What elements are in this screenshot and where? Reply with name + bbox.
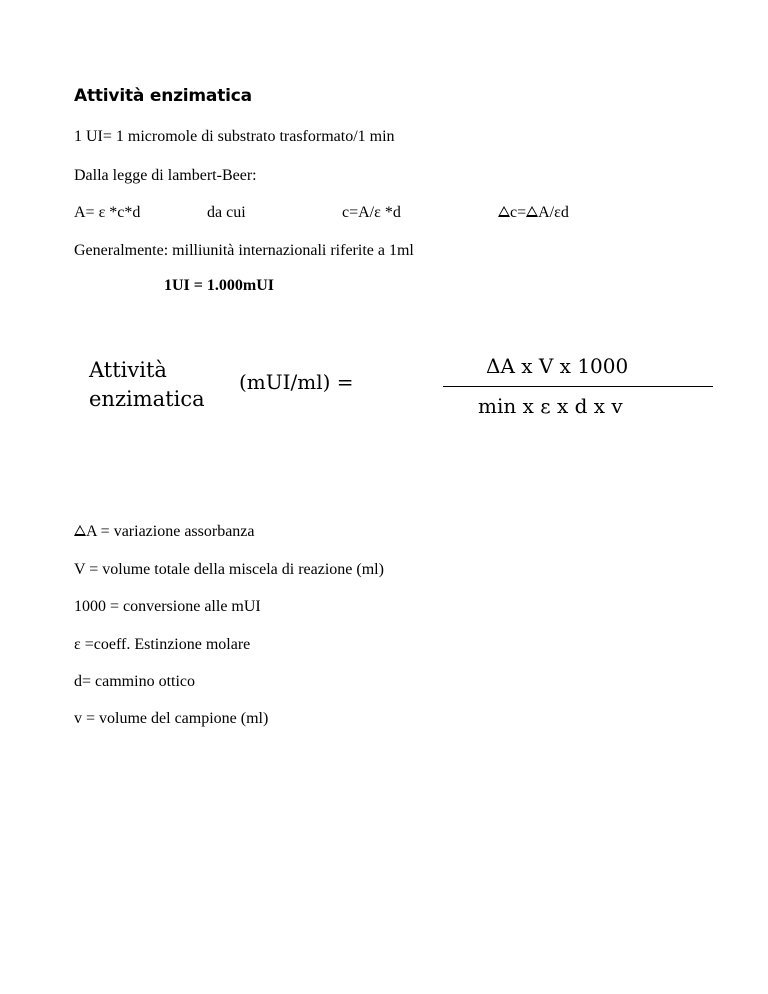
equation-delta-concentration [498, 204, 569, 222]
formula-lhs-label [89, 356, 205, 414]
equation-absorbance: A= ε *c*d [74, 204, 141, 221]
equation-connector: da cui [207, 204, 246, 221]
delta-triangle-icon [74, 525, 86, 536]
delta-a-over-eps-d: A/εd [538, 204, 569, 221]
delta-triangle-icon [498, 206, 510, 217]
legend-epsilon: ε =coeff. Estinzione molare [74, 636, 251, 653]
legend-optical-path: d= cammino ottico [74, 673, 195, 690]
legend-conversion: 1000 = conversione alle mUI [74, 598, 261, 615]
legend-delta-a [74, 523, 255, 541]
ui-definition: 1 UI= 1 micromole di substrato trasformato/1 min [74, 128, 395, 145]
legend-total-volume: V = volume totale della miscela di reazione (ml) [74, 561, 384, 578]
formula-denominator: min x ε x d x v [478, 394, 623, 418]
unit-conversion: 1UI = 1.000mUI [164, 277, 275, 294]
lambert-beer-intro: Dalla legge di lambert-Beer: [74, 167, 257, 184]
legend-delta-a-text: A = variazione assorbanza [86, 523, 255, 540]
equation-concentration: c=A/ε *d [342, 204, 401, 221]
formula-lhs-line1: Attività [89, 358, 167, 382]
formula-lhs-line2: enzimatica [89, 387, 205, 411]
milliunits-note: Generalmente: milliunità internazionali riferite a 1ml [74, 242, 414, 259]
legend-sample-volume: v = volume del campione (ml) [74, 710, 269, 727]
formula-numerator: ΔA x V x 1000 [486, 354, 629, 378]
delta-c-label: c= [510, 204, 527, 221]
fraction-bar [443, 386, 713, 387]
formula-unit: (mUI/ml) = [239, 370, 354, 394]
page-title: Attività enzimatica [74, 86, 252, 106]
delta-triangle-icon [526, 206, 538, 217]
